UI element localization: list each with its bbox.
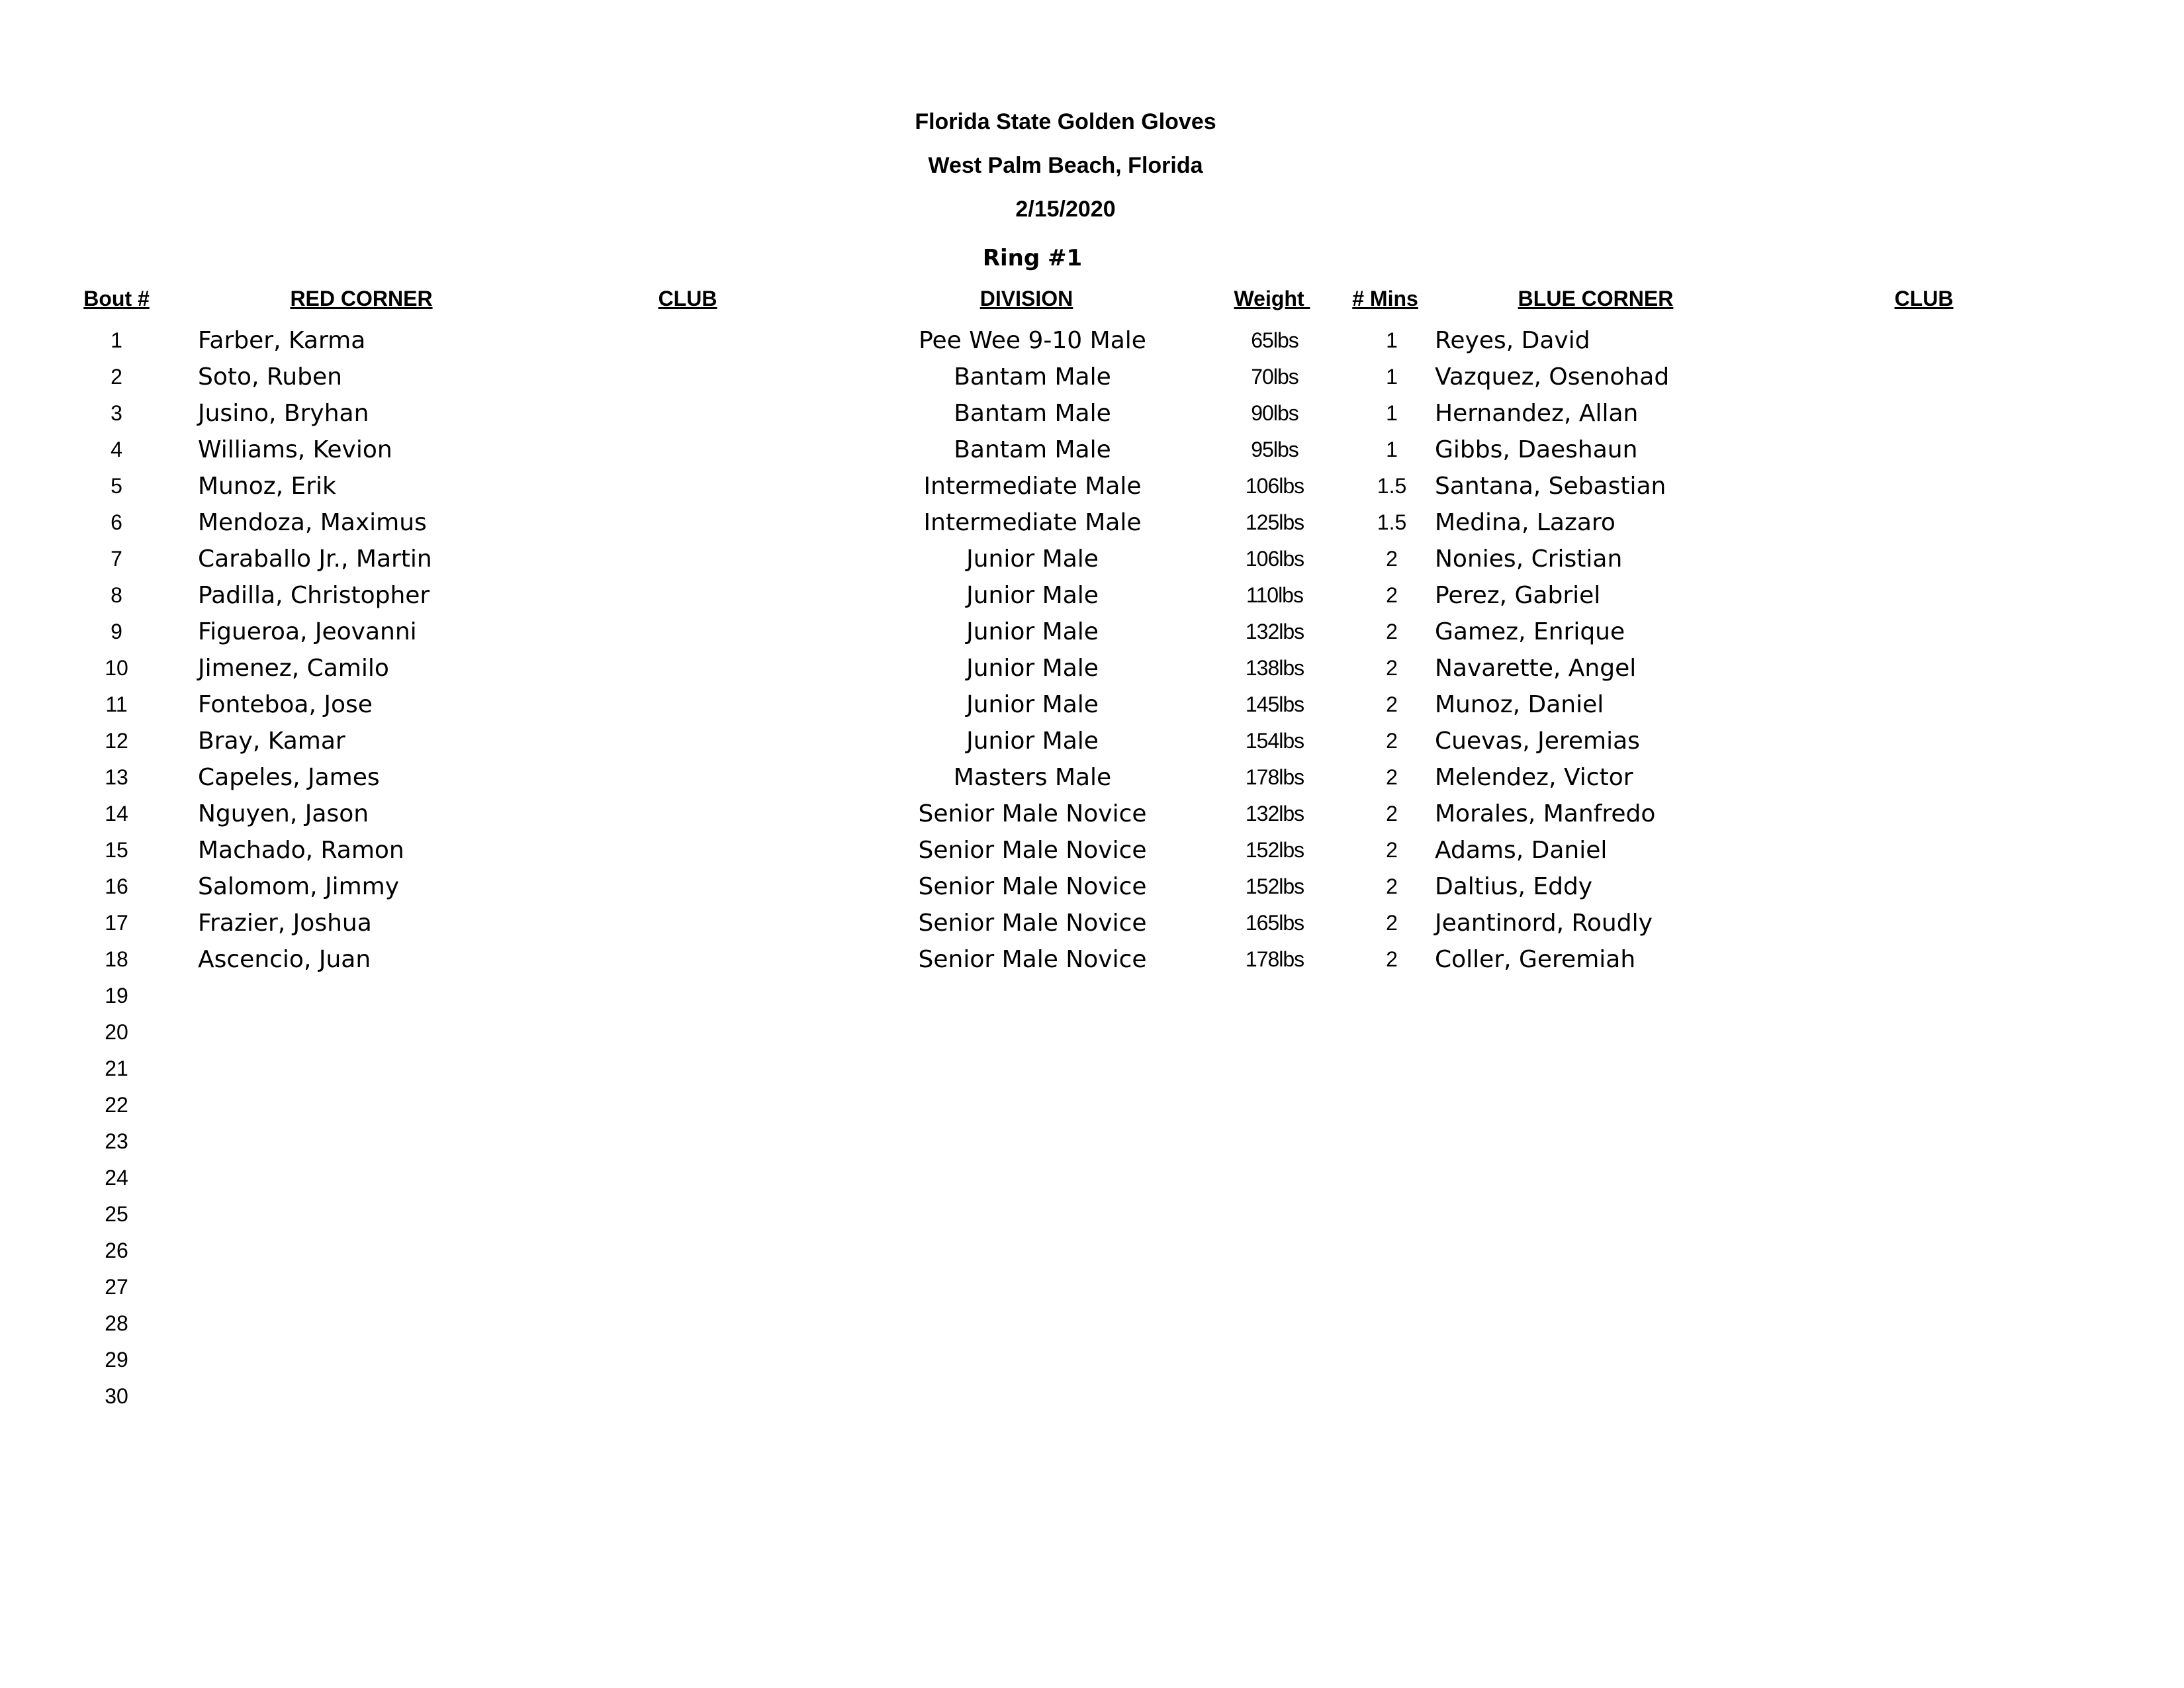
- blue-corner-name: Santana, Sebastian: [1435, 473, 1666, 500]
- red-corner-name: Caraballo Jr., Martin: [198, 545, 432, 573]
- table-row: [0, 978, 2184, 1014]
- blue-corner-name: Daltius, Eddy: [1435, 873, 1593, 900]
- table-row: [0, 1269, 2184, 1305]
- table-row: [0, 1014, 2184, 1051]
- bout-number-text: 3: [111, 401, 122, 425]
- table-row: [0, 541, 2184, 577]
- table-row: [0, 832, 2184, 868]
- division-text: Pee Wee 9-10 Male: [919, 327, 1146, 354]
- bout-number-text: 18: [105, 947, 128, 971]
- red-corner-name: Capeles, James: [198, 764, 380, 791]
- red-corner-name: Mendoza, Maximus: [198, 509, 427, 536]
- division-text: Senior Male Novice: [918, 910, 1147, 937]
- rounds-mins-text: 1: [1386, 401, 1398, 425]
- table-row: [0, 686, 2184, 723]
- weight-text: 132lbs: [1245, 620, 1304, 643]
- table-row: [0, 941, 2184, 978]
- table-row: [0, 759, 2184, 796]
- blue-corner-name: Navarette, Angel: [1435, 655, 1637, 682]
- blue-corner-name: Medina, Lazaro: [1435, 509, 1615, 536]
- rounds-mins-text: 2: [1386, 547, 1398, 571]
- bout-number-text: 30: [105, 1384, 128, 1408]
- blue-corner-name: Hernandez, Allan: [1435, 400, 1639, 427]
- red-corner-name: Jusino, Bryhan: [198, 400, 369, 427]
- division-text: Junior Male: [966, 545, 1099, 573]
- bout-number-text: 6: [111, 510, 122, 534]
- rounds-mins-text: 1.5: [1377, 474, 1407, 498]
- bout-number-text: 21: [105, 1056, 128, 1080]
- table-row: [0, 395, 2184, 432]
- blue-corner-name: Reyes, David: [1435, 327, 1590, 354]
- division-text: Senior Male Novice: [918, 946, 1147, 973]
- weight-text: 90lbs: [1251, 401, 1298, 425]
- rounds-mins-text: 2: [1386, 874, 1398, 898]
- weight-text: 152lbs: [1245, 838, 1304, 862]
- weight-text: 132lbs: [1245, 802, 1304, 825]
- rounds-mins-text: 1.5: [1377, 510, 1407, 534]
- bout-number-text: 28: [105, 1311, 128, 1335]
- header-blue-club-text: CLUB: [1894, 287, 1954, 310]
- division-text: Junior Male: [966, 655, 1099, 682]
- header-bout-text: Bout #: [83, 287, 150, 310]
- rounds-mins-text: 1: [1386, 438, 1398, 461]
- header-red-corner-text: RED CORNER: [290, 287, 433, 310]
- table-row: [0, 1378, 2184, 1415]
- division-text: Bantam Male: [954, 400, 1111, 427]
- bout-number-text: 27: [105, 1275, 128, 1299]
- weight-text: 125lbs: [1245, 510, 1304, 534]
- weight-text: 165lbs: [1245, 911, 1304, 935]
- table-row: [0, 1160, 2184, 1196]
- table-row: [0, 1123, 2184, 1160]
- table-row: [0, 650, 2184, 686]
- blue-corner-name: Gamez, Enrique: [1435, 618, 1625, 645]
- weight-text: 152lbs: [1245, 874, 1304, 898]
- table-row: [0, 905, 2184, 941]
- rounds-mins-text: 2: [1386, 765, 1398, 789]
- red-corner-name: Jimenez, Camilo: [198, 655, 389, 682]
- red-corner-name: Ascencio, Juan: [198, 946, 371, 973]
- bout-number-text: 14: [105, 802, 128, 825]
- rounds-mins-text: 2: [1386, 692, 1398, 716]
- bout-number-text: 25: [105, 1202, 128, 1226]
- table-row: [0, 796, 2184, 832]
- blue-corner-name: Cuevas, Jeremias: [1435, 727, 1640, 755]
- table-row: [0, 868, 2184, 905]
- bout-number-text: 11: [105, 692, 128, 716]
- blue-corner-name: Munoz, Daniel: [1435, 691, 1604, 718]
- rounds-mins-text: 2: [1386, 947, 1398, 971]
- weight-text: 178lbs: [1245, 947, 1304, 971]
- blue-corner-name: Gibbs, Daeshaun: [1435, 436, 1638, 463]
- bout-number-text: 7: [111, 547, 122, 571]
- division-text: Masters Male: [953, 764, 1112, 791]
- division-text: Senior Male Novice: [918, 837, 1147, 864]
- rounds-mins-text: 1: [1386, 365, 1398, 389]
- table-row: [0, 504, 2184, 541]
- division-text: Intermediate Male: [923, 473, 1142, 500]
- weight-text: 110lbs: [1246, 583, 1303, 607]
- weight-text: 154lbs: [1245, 729, 1304, 753]
- rounds-mins-text: 2: [1386, 911, 1398, 935]
- bout-number-text: 9: [111, 620, 122, 643]
- red-corner-name: Fonteboa, Jose: [198, 691, 373, 718]
- bout-number-text: 20: [105, 1020, 128, 1044]
- table-row: [0, 577, 2184, 614]
- division-text: Bantam Male: [954, 363, 1111, 391]
- blue-corner-name: Melendez, Victor: [1435, 764, 1633, 791]
- event-location: West Palm Beach, Florida: [928, 153, 1203, 178]
- header-mins-text: # Mins: [1352, 287, 1418, 310]
- division-text: Senior Male Novice: [918, 873, 1147, 900]
- table-row: [0, 614, 2184, 650]
- division-text: Junior Male: [966, 691, 1099, 718]
- rounds-mins-text: 1: [1386, 328, 1398, 352]
- red-corner-name: Machado, Ramon: [198, 837, 404, 864]
- blue-corner-name: Jeantinord, Roudly: [1435, 910, 1653, 937]
- table-row: [0, 723, 2184, 759]
- bout-number-text: 23: [105, 1129, 128, 1153]
- table-row: [0, 468, 2184, 504]
- weight-text: 70lbs: [1251, 365, 1298, 389]
- weight-text: 145lbs: [1245, 692, 1304, 716]
- document-title: Florida State Golden Gloves: [915, 109, 1216, 134]
- red-corner-name: Williams, Kevion: [198, 436, 392, 463]
- division-text: Senior Male Novice: [918, 800, 1147, 827]
- bout-number-text: 8: [111, 583, 122, 607]
- header-blue-corner-text: BLUE CORNER: [1518, 287, 1674, 310]
- bout-number-text: 19: [105, 984, 128, 1008]
- bout-number-text: 5: [111, 474, 122, 498]
- table-row: [0, 359, 2184, 395]
- blue-corner-name: Morales, Manfredo: [1435, 800, 1656, 827]
- bout-number-text: 16: [105, 874, 128, 898]
- blue-corner-name: Nonies, Cristian: [1435, 545, 1623, 573]
- bout-number-text: 4: [111, 438, 122, 461]
- header-division-text: DIVISION: [979, 287, 1073, 310]
- ring-label-text: Ring #1: [982, 245, 1083, 271]
- bout-number-text: 24: [105, 1166, 128, 1190]
- weight-text: 65lbs: [1251, 328, 1298, 352]
- weight-text: 138lbs: [1245, 656, 1304, 680]
- blue-corner-name: Vazquez, Osenohad: [1435, 363, 1670, 391]
- header-red-club-text: CLUB: [658, 287, 717, 310]
- rounds-mins-text: 2: [1386, 729, 1398, 753]
- table-row: [0, 432, 2184, 468]
- bout-number-text: 1: [111, 328, 122, 352]
- division-text: Junior Male: [966, 618, 1099, 645]
- event-date: 2/15/2020: [1015, 197, 1116, 222]
- bout-number-text: 2: [111, 365, 122, 389]
- weight-text: 178lbs: [1245, 765, 1304, 789]
- red-corner-name: Salomom, Jimmy: [198, 873, 400, 900]
- division-text: Intermediate Male: [923, 509, 1142, 536]
- rounds-mins-text: 2: [1386, 583, 1398, 607]
- table-row: [0, 1087, 2184, 1123]
- division-text: Junior Male: [966, 582, 1099, 609]
- bout-number-text: 17: [105, 911, 128, 935]
- bout-table: [0, 322, 2184, 1415]
- blue-corner-name: Coller, Geremiah: [1435, 946, 1636, 973]
- header-weight-text: Weight: [1234, 287, 1310, 310]
- table-row: [0, 1233, 2184, 1269]
- red-corner-name: Padilla, Christopher: [198, 582, 430, 609]
- bout-number-text: 29: [105, 1348, 128, 1372]
- bout-number-text: 13: [105, 765, 128, 789]
- table-row: [0, 322, 2184, 359]
- blue-corner-name: Perez, Gabriel: [1435, 582, 1601, 609]
- bout-number-text: 10: [105, 656, 128, 680]
- bout-number-text: 15: [105, 838, 128, 862]
- table-row: [0, 1196, 2184, 1233]
- bout-number-text: 26: [105, 1239, 128, 1262]
- red-corner-name: Bray, Kamar: [198, 727, 345, 755]
- red-corner-name: Figueroa, Jeovanni: [198, 618, 417, 645]
- bout-number-text: 22: [105, 1093, 128, 1117]
- rounds-mins-text: 2: [1386, 802, 1398, 825]
- red-corner-name: Frazier, Joshua: [198, 910, 372, 937]
- table-row: [0, 1342, 2184, 1378]
- bout-number-text: 12: [105, 729, 128, 753]
- red-corner-name: Munoz, Erik: [198, 473, 336, 500]
- red-corner-name: Nguyen, Jason: [198, 800, 369, 827]
- blue-corner-name: Adams, Daniel: [1435, 837, 1608, 864]
- division-text: Bantam Male: [954, 436, 1111, 463]
- table-row: [0, 1051, 2184, 1087]
- weight-text: 95lbs: [1251, 438, 1298, 461]
- rounds-mins-text: 2: [1386, 620, 1398, 643]
- red-corner-name: Soto, Ruben: [198, 363, 342, 391]
- table-row: [0, 1305, 2184, 1342]
- weight-text: 106lbs: [1245, 547, 1304, 571]
- division-text: Junior Male: [966, 727, 1099, 755]
- rounds-mins-text: 2: [1386, 838, 1398, 862]
- weight-text: 106lbs: [1245, 474, 1304, 498]
- red-corner-name: Farber, Karma: [198, 327, 366, 354]
- rounds-mins-text: 2: [1386, 656, 1398, 680]
